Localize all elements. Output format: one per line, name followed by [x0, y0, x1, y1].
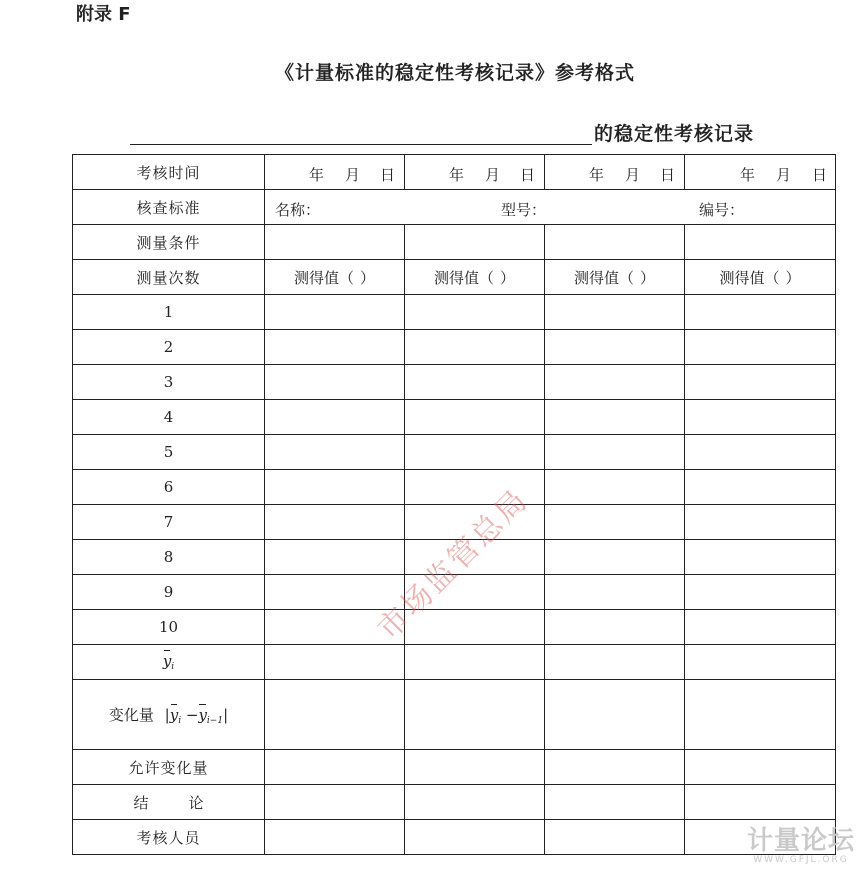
- cell: [685, 575, 836, 610]
- serial-label: 编号：: [699, 201, 745, 219]
- cell: [545, 435, 685, 470]
- cell: [545, 610, 685, 645]
- cell: [405, 540, 545, 575]
- table-row: [73, 505, 836, 540]
- table-row: [73, 575, 836, 610]
- cell: [545, 540, 685, 575]
- cell: [545, 680, 685, 750]
- stability-record-table: [72, 154, 836, 855]
- measurement-number: 3: [73, 365, 265, 400]
- cell: [265, 435, 405, 470]
- check-standard-info: [265, 190, 836, 225]
- cell: [685, 470, 836, 505]
- cell: [405, 680, 545, 750]
- table-row: [73, 260, 836, 295]
- cell: [265, 225, 405, 260]
- cell: [685, 295, 836, 330]
- measurement-number: 8: [73, 540, 265, 575]
- watermark: 市场监管总局: [371, 482, 536, 647]
- cell: [685, 540, 836, 575]
- site-logo: 计量论坛 WWW.GFJL.ORG: [746, 826, 855, 865]
- cell: [685, 680, 836, 750]
- cell: [265, 330, 405, 365]
- cell: [545, 575, 685, 610]
- appendix-label: 附录 F: [76, 4, 131, 25]
- cell: [545, 470, 685, 505]
- measurement-number: 5: [73, 435, 265, 470]
- cell: [265, 295, 405, 330]
- date-cell: 年 月 日: [265, 155, 405, 190]
- date-cell: 年 月 日: [405, 155, 545, 190]
- cell: [265, 365, 405, 400]
- cell: [545, 365, 685, 400]
- cell: [405, 400, 545, 435]
- cell: [405, 295, 545, 330]
- date-cell: 年 月 日: [685, 155, 836, 190]
- cell: [405, 330, 545, 365]
- measurement-number: 9: [73, 575, 265, 610]
- measured-value-header: 测得值（ ）: [545, 260, 685, 295]
- table-row: [73, 750, 836, 785]
- measurement-number: 1: [73, 295, 265, 330]
- measurement-number: 10: [73, 610, 265, 645]
- cell: [405, 645, 545, 680]
- table-row: [73, 400, 836, 435]
- record-heading-suffix: 的稳定性考核记录: [594, 123, 755, 145]
- cell: [685, 645, 836, 680]
- table-row: [73, 190, 836, 225]
- cell: [405, 750, 545, 785]
- examiner-label: 考核人员: [73, 820, 265, 855]
- cell: [545, 505, 685, 540]
- cell: [265, 540, 405, 575]
- measurement-number: 6: [73, 470, 265, 505]
- measurement-number: 2: [73, 330, 265, 365]
- cell: [265, 575, 405, 610]
- cell: [685, 785, 836, 820]
- cell: [405, 225, 545, 260]
- cell: [545, 330, 685, 365]
- record-heading: [130, 118, 790, 148]
- measurement-number: 7: [73, 505, 265, 540]
- model-label: 型号：: [501, 201, 547, 219]
- cell: [685, 435, 836, 470]
- table-row: [73, 225, 836, 260]
- cell: [405, 575, 545, 610]
- table-row: [73, 680, 836, 750]
- cell: [685, 750, 836, 785]
- table-row: [73, 785, 836, 820]
- conclusion-label: 结 论: [73, 785, 265, 820]
- check-time-label: 考核时间: [73, 155, 265, 190]
- cell: [685, 400, 836, 435]
- table-row: [73, 435, 836, 470]
- measurement-rows: [73, 295, 836, 645]
- table-row: [73, 365, 836, 400]
- mean-label: $y_i$: [73, 645, 265, 680]
- cell: [405, 785, 545, 820]
- table-row: [73, 820, 836, 855]
- cell: [405, 820, 545, 855]
- cell: [545, 750, 685, 785]
- cell: [685, 225, 836, 260]
- cell: [685, 365, 836, 400]
- cell: [265, 400, 405, 435]
- cell: [405, 505, 545, 540]
- cell: [405, 470, 545, 505]
- count-label: 测量次数: [73, 260, 265, 295]
- table-row: [73, 610, 836, 645]
- change-label: 变化量 $|y_i -y_{i-1}|$: [73, 680, 265, 750]
- cell: [265, 470, 405, 505]
- table-row: [73, 295, 836, 330]
- cell: [265, 505, 405, 540]
- cell: [265, 610, 405, 645]
- cell: [545, 820, 685, 855]
- measurement-number: 4: [73, 400, 265, 435]
- record-name-blank-line: [130, 144, 592, 145]
- cell: [265, 645, 405, 680]
- measured-value-header: 测得值（ ）: [405, 260, 545, 295]
- measured-value-header: 测得值（ ）: [265, 260, 405, 295]
- cell: [545, 295, 685, 330]
- cell: [685, 505, 836, 540]
- cell: [545, 785, 685, 820]
- cell: [685, 610, 836, 645]
- cell: [685, 330, 836, 365]
- cell: [265, 785, 405, 820]
- table-row: [73, 645, 836, 680]
- check-standard-label: 核查标准: [73, 190, 265, 225]
- table-row: [73, 540, 836, 575]
- cell: [265, 820, 405, 855]
- cell: [265, 680, 405, 750]
- cell: [545, 400, 685, 435]
- document-title: 《计量标准的稳定性考核记录》参考格式: [274, 62, 635, 84]
- allowed-change-label: 允许变化量: [73, 750, 265, 785]
- cell: [405, 365, 545, 400]
- table-row: [73, 470, 836, 505]
- cell: [545, 645, 685, 680]
- name-label: 名称：: [275, 201, 321, 219]
- conditions-label: 测量条件: [73, 225, 265, 260]
- cell: [545, 225, 685, 260]
- cell: [405, 435, 545, 470]
- measured-value-header: 测得值（ ）: [685, 260, 836, 295]
- cell: [405, 610, 545, 645]
- date-cell: 年 月 日: [545, 155, 685, 190]
- cell: [265, 750, 405, 785]
- table-row: [73, 155, 836, 190]
- table-row: [73, 330, 836, 365]
